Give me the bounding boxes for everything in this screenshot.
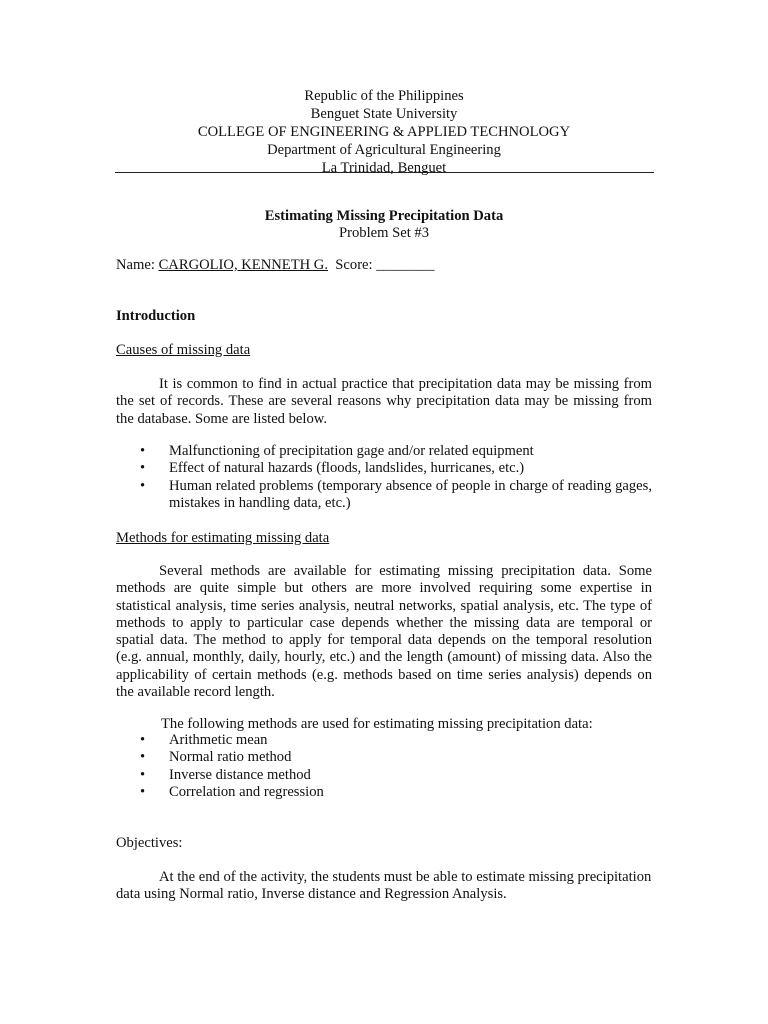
- introduction-heading: Introduction: [116, 308, 196, 324]
- list-item: • Malfunctioning of precipitation gage and/or related equipment: [136, 443, 652, 460]
- methods-intro: The following methods are used for estimating missing precipitation data:: [161, 716, 593, 732]
- methods-list: [136, 732, 652, 801]
- causes-paragraph: It is common to find in actual practice that precipitation data may be missing from the set of records. These are several reasons why precipitation data may be missing from the database. Some are listed below.: [116, 376, 652, 427]
- objectives-heading: Objectives:: [116, 835, 183, 851]
- header-college: COLLEGE OF ENGINEERING & APPLIED TECHNOLOGY: [197, 124, 571, 140]
- list-item: • Correlation and regression: [136, 784, 652, 801]
- document-subtitle: Problem Set #3: [339, 225, 429, 242]
- list-item: • Arithmetic mean: [136, 732, 652, 749]
- score-label: Score: ________: [335, 257, 435, 273]
- list-item: • Normal ratio method: [136, 749, 652, 766]
- list-item: • Effect of natural hazards (floods, landslides, hurricanes, etc.): [136, 460, 652, 477]
- document-title: Estimating Missing Precipitation Data: [264, 208, 504, 224]
- list-item: • Human related problems (temporary absence of people in charge of reading gages, mistakes in handling data, etc.): [136, 478, 652, 513]
- title-block: [115, 208, 653, 243]
- header-university: Benguet State University: [310, 106, 458, 122]
- objectives-paragraph: At the end of the activity, the students must be able to estimate missing precipitation data using Normal ratio, Inverse distance and Regression Analysis.: [116, 869, 652, 903]
- list-item: • Inverse distance method: [136, 767, 652, 784]
- causes-heading: Causes of missing data: [116, 342, 251, 358]
- methods-paragraph: Several methods are available for estimating missing precipitation data. Some methods are quite simple but others are more involved requiring some expertise in statistical analysis, time series analysis, neutral networks, spatial analysis, etc. The type of methods to apply to particular case depends whether the missing data are temporal or spatial data. The method to apply for temporal data depends on the temporal resolution (e.g. annual, monthly, daily, hourly, etc.) and the length (amount) of missing data. Also the applicability of certain methods (e.g. methods based on time series analysis) depends on the available record length.: [116, 563, 652, 701]
- header-department: Department of Agricultural Engineering: [267, 142, 501, 158]
- causes-list: [136, 443, 652, 512]
- header-republic: Republic of the Philippines: [304, 88, 464, 104]
- header-location: La Trinidad, Benguet: [321, 160, 447, 176]
- name-label: Name:: [116, 257, 159, 273]
- name-score-line: [116, 257, 435, 274]
- header-divider: [115, 172, 654, 173]
- methods-heading: Methods for estimating missing data: [116, 530, 330, 546]
- letterhead: [115, 87, 653, 177]
- student-name: CARGOLIO, KENNETH G.: [158, 257, 328, 273]
